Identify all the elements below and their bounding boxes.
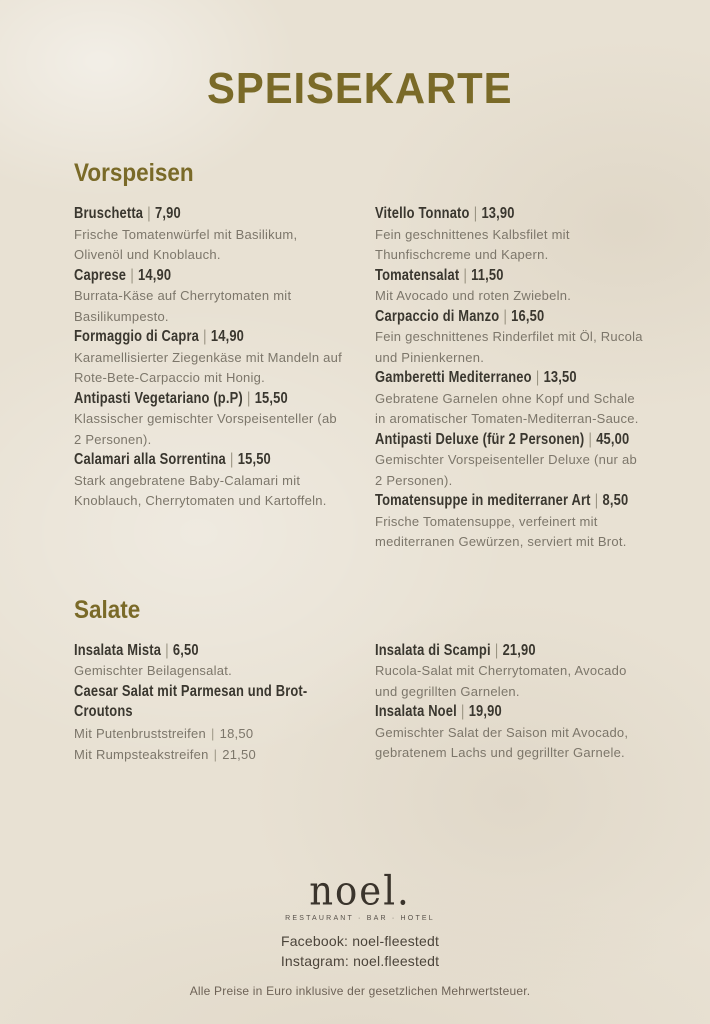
menu-item-description: Frische Tomatensuppe, verfeinert mit mediterranen Gewürzen, serviert mit Brot. (375, 513, 627, 549)
menu-item (375, 307, 646, 369)
footer-note: Alle Preise in Euro inklusive der gesetzlichen Mehrwertsteuer. (189, 983, 531, 998)
menu-item-description: Gebratene Garnelen ohne Kopf und Schale in aromatischer Tomaten-Mediterran-Sauce. (375, 390, 639, 426)
price-separator: | (594, 492, 599, 509)
price-separator: | (494, 641, 499, 659)
price-separator: | (230, 451, 234, 468)
menu-item-title (74, 327, 345, 348)
menu-item (375, 491, 646, 553)
menu-item-price: 15,50 (254, 389, 288, 407)
menu-item-title (375, 266, 646, 287)
menu-item-name: Vitello Tonnato (375, 205, 470, 222)
menu-item-price: 45,00 (596, 430, 630, 448)
price-separator: | (213, 747, 218, 762)
menu-item (74, 327, 345, 389)
price-separator: | (147, 205, 151, 222)
menu-item-title (375, 307, 646, 328)
menu-item-name: Caprese (74, 266, 127, 284)
menu-item-price: 14,90 (138, 266, 172, 284)
menu-item-price: 21,90 (502, 641, 536, 659)
menu-item-name: Antipasti Vegetariano (p.P) (74, 389, 243, 407)
menu-item-name: Bruschetta (74, 205, 144, 222)
menu-item (375, 204, 646, 266)
menu-item (74, 204, 345, 266)
menu-item-title (74, 641, 345, 662)
price-separator: | (473, 205, 478, 222)
menu-item-description: Rucola-Salat mit Cherrytomaten, Avocado und gegrillten Garnelen. (375, 663, 627, 699)
menu-item-title (375, 430, 646, 451)
menu-item (375, 702, 646, 764)
menu-item-price: 15,50 (237, 451, 271, 468)
price-separator: | (210, 725, 215, 741)
menu-item-description: Fein geschnittenes Rinderfilet mit Öl, Rucola und Pinienkernen. (375, 329, 643, 365)
menu-item-description: Mit Avocado und roten Zwiebeln. (375, 288, 572, 303)
variant-price: 18,50 (219, 725, 254, 741)
menu-item-price: 8,50 (602, 492, 629, 509)
page-title-row (74, 66, 646, 112)
price-separator: | (203, 328, 207, 345)
menu-item-title (74, 204, 345, 225)
menu-item-price: 6,50 (172, 641, 199, 659)
facebook-handle: Facebook: noel-fleestedt (280, 932, 440, 949)
menu-item-name: Insalata Mista (74, 641, 162, 659)
menu-item-variant (74, 744, 345, 766)
brand-block (74, 867, 646, 922)
instagram-handle: Instagram: noel.fleestedt (280, 952, 440, 969)
price-separator: | (247, 389, 251, 407)
menu-item (74, 641, 345, 682)
menu-item-name: Carpaccio di Manzo (375, 307, 500, 325)
menu-item-name: Insalata di Scampi (375, 641, 491, 659)
menu-item (74, 389, 345, 451)
menu-item-title (375, 641, 646, 662)
section-heading: Salate (74, 595, 141, 624)
section-columns (74, 641, 646, 766)
variant-label: Mit Rumpsteakstreifen (74, 747, 209, 762)
menu-item-name: Tomatensuppe in mediterraner Art (375, 492, 591, 509)
menu-column (375, 641, 646, 766)
menu-item-price: 7,90 (154, 205, 181, 222)
price-separator: | (503, 307, 507, 325)
menu-item (375, 266, 646, 307)
menu-item-description: Frische Tomatenwürfel mit Basilikum, Olivenöl und Knoblauch. (74, 226, 298, 262)
price-separator: | (588, 430, 593, 448)
menu-item-name: Calamari alla Sorrentina (74, 451, 226, 468)
menu-item-description: Burrata-Käse auf Cherrytomaten mit Basilikumpesto. (74, 288, 292, 324)
section-columns (74, 204, 646, 553)
menu-item-name: Insalata Noel (375, 703, 457, 720)
menu-item (74, 266, 345, 328)
menu-column (74, 204, 345, 553)
menu-item-description: Gemischter Vorspeisenteller Deluxe (nur ab 2 Personen). (375, 452, 637, 488)
menu-item-name: Formaggio di Capra (74, 328, 200, 345)
menu-item-variant (74, 723, 345, 745)
menu-item (74, 682, 345, 766)
menu-item-name: Tomatensalat (375, 266, 460, 284)
variant-label: Mit Putenbruststreifen (74, 725, 206, 741)
price-separator: | (535, 369, 540, 386)
social-links (74, 931, 646, 971)
section-heading: Vorspeisen (74, 159, 194, 187)
menu-item-title (74, 266, 345, 287)
menu-item-title (375, 204, 646, 225)
brand-tagline: RESTAURANT · BAR · HOTEL (285, 914, 435, 922)
price-separator: | (165, 641, 169, 659)
menu-item-title (74, 682, 345, 723)
menu-item-title (74, 389, 345, 410)
price-separator: | (463, 266, 468, 284)
menu-item-price: 14,90 (210, 328, 245, 345)
menu-item-description: Gemischter Beilagensalat. (74, 663, 232, 678)
menu-item-description: Gemischter Salat der Saison mit Avocado, gebratenem Lachs und gegrillter Garnele. (375, 724, 629, 760)
menu-section (74, 595, 646, 766)
menu-item-title (375, 702, 646, 723)
menu-item-title (375, 491, 646, 512)
menu-item-price: 19,90 (468, 703, 502, 720)
restaurant-logo: noel. (309, 867, 411, 914)
menu-item-price: 13,50 (543, 369, 577, 386)
menu-item-description: Karamellisierter Ziegenkäse mit Mandeln auf Rote-Bete-Carpaccio mit Honig. (74, 349, 342, 385)
menu-item-description: Klassischer gemischter Vorspeisenteller (ab 2 Personen). (74, 411, 337, 447)
menu-item (74, 450, 345, 512)
variant-price: 21,50 (222, 747, 257, 762)
menu-item-name: Caesar Salat mit Parmesan und Brot-Croutons (74, 682, 308, 720)
menu-column (74, 641, 345, 766)
menu-item-title (375, 368, 646, 389)
menu-item-price: 16,50 (511, 307, 545, 325)
menu-item (375, 641, 646, 703)
menu-item-price: 13,90 (481, 205, 515, 222)
price-separator: | (130, 266, 134, 284)
menu-item (375, 430, 646, 492)
menu-column (375, 204, 646, 553)
menu-item-name: Gamberetti Mediterraneo (375, 369, 532, 386)
menu-section (74, 158, 646, 553)
menu-item-title (74, 450, 345, 471)
menu-item-name: Antipasti Deluxe (für 2 Personen) (375, 430, 585, 448)
page-title: SPEISEKARTE (207, 64, 513, 113)
price-separator: | (461, 703, 465, 720)
menu-item-description: Stark angebratene Baby-Calamari mit Knoblauch, Cherrytomaten und Kartoffeln. (74, 472, 327, 508)
menu-item-price: 11,50 (471, 266, 504, 284)
menu-item-description: Fein geschnittenes Kalbsfilet mit Thunfischcreme und Kapern. (375, 226, 570, 262)
menu-item (375, 368, 646, 430)
menu-sections (74, 158, 646, 766)
